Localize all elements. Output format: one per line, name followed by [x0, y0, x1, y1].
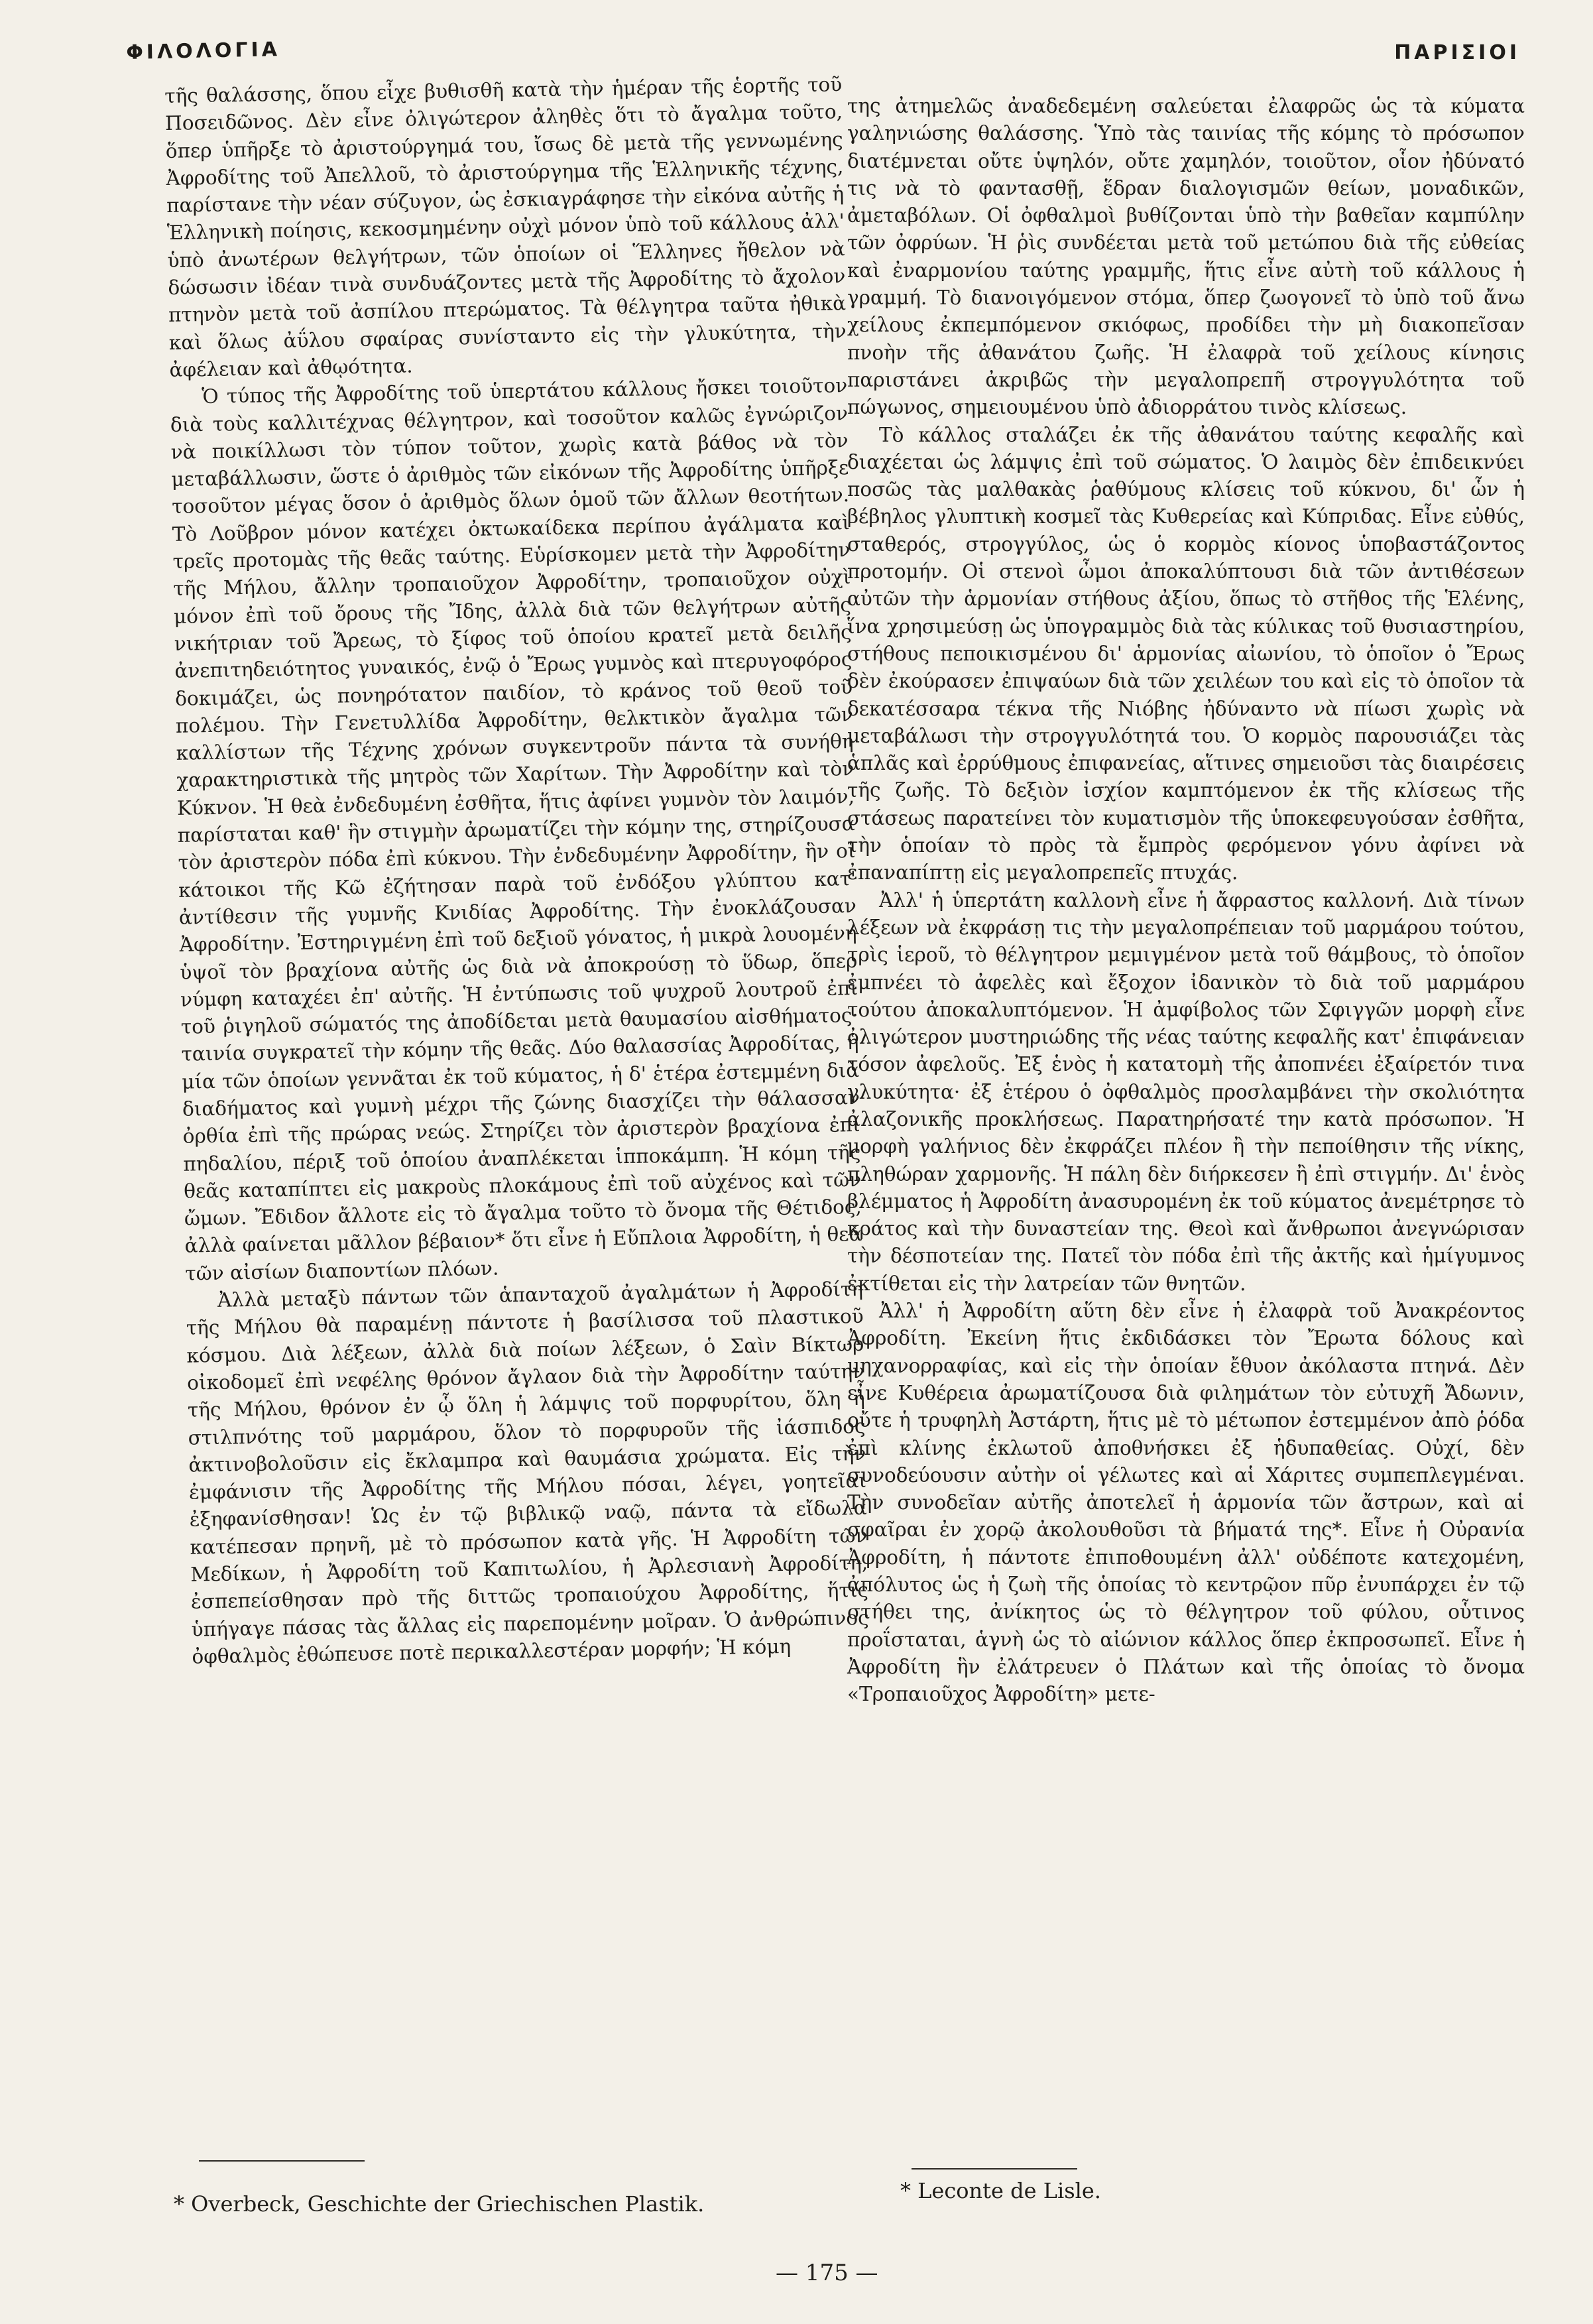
paragraph: της ἀτημελῶς ἀναδεδεμένη σαλεύεται ἐλαφρῶς ὡς τὰ κύματα γαληνιώσης θαλάσσης. Ὑπὸ τὰς ταινίας τῆς κόμης τὸ πρόσωπον διατέμνεται οὔτε ὑψηλόν, οὔτε χαμηλόν, τοιοῦτον, οἷον ἠδύνατό τις νὰ τὸ φαντασθῇ, ἕδραν διαλογισμῶν θείων, μοναδικῶν, ἀμεταβόλων. Οἱ ὀφθαλμοὶ βυθίζονται ὑπὸ τὴν βαθεῖαν καμπύλην τῶν ὀφρύων. Ἡ ῥὶς συνδέεται μετὰ τοῦ μετώπου διὰ τῆς εὐθείας καὶ ἐναρμονίου ταύτης γραμμῆς, ἥτις εἶνε αὐτὴ τοῦ κάλλους ἡ γραμμή. Τὸ διανοιγόμενον στόμα, ὅπερ ζωογονεῖ τὸ ὑπὸ τοῦ ἄνω χείλους ἐκπεμπόμενον σκιόφως, προδίδει τὴν μὴ διακοπεῖσαν πνοὴν τῆς ἀθανάτου ζωῆς. Ἡ ἐλαφρὰ τοῦ χείλους κίνησις παριστάνει ἀκριβῶς τὴν μεγαλοπρεπῆ στρογγυλότητα τοῦ πώγωνος, σημειουμένου ὑπὸ ἀδιορράτου τινὸς κλίσεως. [847, 95, 1525, 419]
paragraph: Ἀλλὰ μεταξὺ πάντων τῶν ἁπανταχοῦ ἀγαλμάτων ἡ Ἀφροδίτη τῆς Μήλου θὰ παραμένῃ πάντοτε ἡ βασίλισσα τοῦ πλαστικοῦ κόσμου. Διὰ λέξεων, ἀλλὰ διὰ ποίων λέξεων, ὁ Σαὶν Βίκτωρ οἰκοδομεῖ ἐπὶ νεφέλης θρόνον ἄγλαον διὰ τὴν Ἀφροδίτην ταύτην τῆς Μήλου, θρόνον ἐν ᾧ ὅλη ἡ λάμψις τοῦ πορφυρίτου, ὅλη ἡ στιλπνότης τοῦ μαρμάρου, ὅλον τὸ πορφυροῦν τῆς ἰάσπιδος ἀκτινοβολοῦσιν εἰς ἔκλαμπρα καὶ θαυμάσια χρώματα. Εἰς τὴν ἐμφάνισιν τῆς Ἀφροδίτης τῆς Μήλου πόσαι, λέγει, γοητεῖαι ἐξηφανίσθησαν! Ὡς ἐν τῷ βιβλικῷ ναῷ, πάντα τὰ εἴδωλα κατέπεσαν πρηνῆ, μὲ τὸ πρόσωπον κατὰ γῆς. Ἡ Ἀφροδίτη τῶν Μεδίκων, ἡ Ἀφροδίτη τοῦ Καπιτωλίου, ἡ Ἀρλεσιανὴ Ἀφροδίτη, ἐσπεπείσθησαν πρὸ τῆς διττῶς τροπαιούχου Ἀφροδίτης, ἥτις ὑπήγαγε πάσας τὰς ἄλλας εἰς παρεπομένην μοῖραν. Ὁ ἀνθρώπινος ὀφθαλμὸς ἐθώπευσε ποτὲ περικαλλεστέραν μορφήν; Ἡ κόμη [186, 1277, 869, 1668]
paragraph: Ὁ τύπος τῆς Ἀφροδίτης τοῦ ὑπερτάτου κάλλους ἤσκει τοιοῦτον διὰ τοὺς καλλιτέχνας θέλγητρον, καὶ τοσοῦτον καλῶς ἐγνώριζον νὰ ποικίλλωσι τὸν τύπον τοῦτον, χωρὶς κατὰ βάθος νὰ τὸν μεταβάλλωσιν, ὥστε ὁ ἀριθμὸς τῶν εἰκόνων τῆς Ἀφροδίτης ὑπῆρξε τοσοῦτον μέγας ὅσον ὁ ἀριθμὸς ὅλων ὁμοῦ τῶν ἄλλων θεοτήτων. Τὸ Λοῦβρον μόνον κατέχει ὀκτωκαίδεκα περίπου ἀγάλματα καὶ τρεῖς προτομὰς τῆς θεᾶς ταύτης. Εὑρίσκομεν μετὰ τὴν Ἀφροδίτην τῆς Μήλου, ἄλλην τροπαιοῦχον Ἀφροδίτην, τροπαιοῦχον οὐχὶ μόνον ἐπὶ τοῦ ὄρους τῆς Ἴδης, ἀλλὰ διὰ τῶν θελγήτρων αὐτῆς νικήτριαν τοῦ Ἄρεως, τὸ ξίφος τοῦ ὁποίου κρατεῖ μετὰ δειλῆς ἀνεπιτηδειότητος γυναικός, ἐνῷ ὁ Ἔρως γυμνὸς καὶ πτερυγοφόρος δοκιμάζει, ὡς πονηρότατον παιδίον, τὸ κράνος τοῦ θεοῦ τοῦ πολέμου. Τὴν Γενετυλλίδα Ἀφροδίτην, θελκτικὸν ἄγαλμα τῶν καλλίστων τῆς Τέχνης χρόνων συγκεντροῦν πάντα τὰ συνήθη χαρακτηριστικὰ τῆς μητρὸς τῶν Χαρίτων. Τὴν Ἀφροδίτην καὶ τὸν Κύκνον. Ἡ θεὰ ἐνδεδυμένη ἐσθῆτα, ἥτις ἀφίνει γυμνὸν τὸν λαιμόν, παρίσταται καθ' ἣν στιγμὴν ἀρωματίζει τὴν κόμην της, στηρίζουσα τὸν ἀριστερὸν πόδα ἐπὶ κύκνου. Τὴν ἐνδεδυμένην Ἀφροδίτην, ἣν οἱ κάτοικοι τῆς Κῶ ἐζήτησαν παρὰ τοῦ ἐνδόξου γλύπτου κατ' ἀντίθεσιν τῆς γυμνῆς Κνιδίας Ἀφροδίτης. Τὴν ἐνοκλάζουσαν Ἀφροδίτην. Ἐστηριγμένη ἐπὶ τοῦ δεξιοῦ γόνατος, ἡ μικρὰ λουομένη ὑψοῖ τὸν βραχίονα αὐτῆς ὡς διὰ νὰ ἀποκρούσῃ τὸ ὕδωρ, ὅπερ νύμφη καταχέει ἐπ' αὐτῆς. Ἡ ἐντύπωσις τοῦ ψυχροῦ λουτροῦ ἐπὶ τοῦ ῥιγηλοῦ σώματός της ἀποδίδεται μετὰ θαυμασίου αἰσθήματος· ταινία συγκρατεῖ τὴν κόμην τῆς θεᾶς. Δύο θαλασσίας Ἀφροδίτας, ἡ μία τῶν ὁποίων γεννᾶται ἐκ τοῦ κύματος, ἡ δ' ἑτέρα ἐστεμμένη διὰ διαδήματος καὶ γυμνὴ μέχρι τῆς ζώνης διασχίζει τὴν θάλασσαν ὀρθία ἐπὶ τῆς πρώρας νεώς. Στηρίζει τὸν ἀριστερὸν βραχίονα ἐπὶ πηδαλίου, πέριξ τοῦ ὁποίου ἀναπλέκεται ἱπποκάμπη. Ἡ κόμη τῆς θεᾶς καταπίπτει εἰς μακροὺς πλοκάμους ἐπὶ τοῦ αὐχένος καὶ τῶν ὤμων. Ἔδιδον ἄλλοτε εἰς τὸ ἄγαλμα τοῦτο τὸ ὄνομα τῆς Θέτιδος, ἀλλὰ φαίνεται μᾶλλον βέβαιον* ὅτι εἶνε ἡ Εὔπλοια Ἀφροδίτη, ἡ θεὰ τῶν αἰσίων διαποντίων πλόων. [170, 374, 862, 1285]
footnote-left: * Overbeck, Geschichte der Griechischen Plastik. [174, 2191, 705, 2217]
paragraph: Ἀλλ' ἡ Ἀφροδίτη αὕτη δὲν εἶνε ἡ ἐλαφρὰ τοῦ Ἀνακρέοντος Ἀφροδίτη. Ἐκείνη ἥτις ἐκδιδάσκει τὸν Ἔρωτα δόλους καὶ μηχανορραφίας, καὶ εἰς τὴν ὁποίαν ἔθυον ἀκόλαστα πτηνά. Δὲν εἶνε Κυθέρεια ἀρωματίζουσα διὰ φιλημάτων τὸν εὐτυχῆ Ἄδωνιν, οὔτε ἡ τρυφηλὴ Ἀστάρτη, ἥτις μὲ τὸ μέτωπον ἐστεμμένον ἀπὸ ῥόδα ἐπὶ κλίνης ἐκλωτοῦ ἀποθνήσκει ἐξ ἡδυπαθείας. Οὐχί, δὲν συνοδεύουσιν αὐτὴν οἱ γέλωτες καὶ αἱ Χάριτες συμπεπλεγμέναι. Τὴν συνοδεῖαν αὐτῆς ἀποτελεῖ ἡ ἁρμονία τῶν ἄστρων, καὶ αἱ σφαῖραι ἐν χορῷ ἀκολουθοῦσι τὰ βήματά της*. Εἶνε ἡ Οὐρανία Ἀφροδίτη, ἡ πάντοτε ἐπιποθουμένη ἀλλ' οὐδέποτε κατεχομένη, ἀπόλυτος ὡς ἡ ζωὴ τῆς ὁποίας τὸ κεντρῷον πῦρ ἐνυπάρχει ἐν τῷ στήθει της, ἀνίκητος ὡς τὸ θέλγητρον τοῦ φύλου, οὗτινος προΐσταται, ἁγνὴ ὡς τὸ αἰώνιον κάλλος ὅπερ ἐκπροσωπεῖ. Εἶνε ἡ Ἀφροδίτη ἣν ἐλάτρευεν ὁ Πλάτων καὶ τῆς ὁποίας τὸ ὄνομα «Τροπαιοῦχος Ἀφροδίτη» μετε- [847, 1300, 1525, 1706]
running-head-right: ΠΑΡΙΣΙΟΙ [1394, 41, 1520, 64]
running-head-left: ΦΙΛΟΛΟΓΙΑ [126, 38, 281, 64]
footnote-right: * Leconte de Lisle. [900, 2178, 1101, 2203]
right-text-column [847, 93, 1525, 1709]
footnote-divider-left [199, 2160, 365, 2162]
page-number: — 175 — [776, 2260, 878, 2286]
paragraph: τῆς θαλάσσης, ὅπου εἶχε βυθισθῆ κατὰ τὴν ἡμέραν τῆς ἑορτῆς τοῦ Ποσειδῶνος. Δὲν εἶνε ὀλιγώτερον ἀληθὲς ὅτι τὸ ἄγαλμα τοῦτο, ὅπερ ὑπῆρξε τὸ ἀριστούργημά του, ἴσως δὲ μετὰ τῆς γεννωμένης Ἀφροδίτης τοῦ Ἀπελλοῦ, τὸ ἀριστούργημα τῆς Ἑλληνικῆς τέχνης, παρίστανε τὴν νέαν σύζυγον, ὡς ἐσκιαγράφησε τὴν εἰκόνα αὐτῆς ἡ Ἑλληνικὴ ποίησις, κεκοσμημένην οὐχὶ μόνον ὑπὸ τοῦ κάλλους ἀλλ' ὑπὸ ἀνωτέρων θελγήτρων, τῶν ὁποίων οἱ Ἕλληνες ἤθελον νὰ δώσωσιν ἰδέαν τινὰ συνδυάζοντες μετὰ τῆς Ἀφροδίτης τὸ ἄχολον πτηνὸν μετὰ τοῦ ἀσπίλου πτερώματος. Τὰ θέλγητρα ταῦτα ἠθικὰ καὶ ὅλως ἀΰλου σφαίρας συνίσταντο εἰς τὴν γλυκύτητα, τὴν ἀφέλειαν καὶ ἀθῳότητα. [164, 73, 847, 381]
left-text-column [164, 71, 870, 1671]
paragraph: Ἀλλ' ἡ ὑπερτάτη καλλονὴ εἶνε ἡ ἄφραστος καλλονή. Διὰ τίνων λέξεων νὰ ἐκφράσῃ τις τὴν μεγαλοπρέπειαν τοῦ μαρμάρου τούτου, τρὶς ἱεροῦ, τὸ θέλγητρον μεμιγμένον μετὰ τοῦ θάμβους, τὸ ὁποῖον ἐμπνέει τὸ ἀφελὲς καὶ ἔξοχον ἰδανικὸν τὸ διὰ τοῦ μαρμάρου τούτου ἀποκαλυπτόμενον. Ἡ ἀμφίβολος τῶν Σφιγγῶν μορφὴ εἶνε ὀλιγώτερον μυστηριώδης τῆς νέας ταύτης κεφαλῆς κατ' ἐπιφάνειαν τόσον ἀφελοῦς. Ἐξ ἑνὸς ἡ κατατομὴ τῆς ἀποπνέει ἐξαίρετόν τινα γλυκύτητα· ἐξ ἑτέρου ὁ ὀφθαλμὸς προσλαμβάνει τὴν σκολιότητα ἀλαζονικῆς προκλήσεως. Παρατηρήσατέ την κατὰ πρόσωπον. Ἡ μορφὴ γαλήνιος δὲν ἐκφράζει πλέον ἢ τὴν πεποίθησιν τῆς νίκης, πληθώραν χαρμονῆς. Ἡ πάλη δὲν διήρκεσεν ἢ ἐπὶ στιγμήν. Δι' ἑνὸς βλέμματος ἡ Ἀφροδίτη ἀνασυρομένη ἐκ τοῦ κύματος ἀνεμέτρησε τὸ κράτος καὶ τὴν δυναστείαν της. Θεοὶ καὶ ἄνθρωποι ἀνεγνώρισαν τὴν δέσποτείαν της. Πατεῖ τὸν πόδα ἐπὶ τῆς ἀκτῆς καὶ ἡμίγυμνος ἐκτίθεται εἰς τὴν λατρείαν τῶν θνητῶν. [847, 888, 1525, 1295]
paragraph: Τὸ κάλλος σταλάζει ἐκ τῆς ἀθανάτου ταύτης κεφαλῆς καὶ διαχέεται ὡς λάμψις ἐπὶ τοῦ σώματος. Ὁ λαιμὸς δὲν ἐπιδεικνύει ποσῶς τὰς μαλθακὰς ῥαθύμους κλίσεις τοῦ κύκνου, δι' ὧν ἡ βέβηλος γλυπτικὴ κοσμεῖ τὰς Κυθερείας καὶ Κύπριδας. Εἶνε εὐθύς, σταθερός, στρογγύλος, ὡς ὁ κορμὸς κίονος ὑποβαστάζοντος προτομήν. Οἱ στενοὶ ὦμοι ἀποκαλύπτουσι διὰ τῶν ἀντιθέσεων αὐτῶν τὴν ἁρμονίαν στήθους ἀξίου, ὅπως τὸ στῆθος τῆς Ἑλένης, ἵνα χρησιμεύσῃ ὡς ὑπογραμμὸς διὰ τὰς κύλικας τοῦ θυσιαστηρίου, στήθους πεποικισμένου δι' ἁρμονίας αἰωνίου, τὸ ὁποῖον ὁ Ἔρως δὲν ἐκούρασεν ἐπιψαύων διὰ τῶν χειλέων του καὶ εἰς τὸ ὁποῖον τὰ δεκατέσσαρα τέκνα τῆς Νιόβης ἠδύναντο νὰ πίωσι χωρὶς νὰ μεταβάλωσι τὴν στρογγυλότητά του. Ὁ κορμὸς παρουσιάζει τὰς ἁπλᾶς καὶ ἐρρύθμους ἐπιφανείας, αἵτινες σημειοῦσι τὰς διαιρέσεις τῆς ζωῆς. Τὸ δεξιὸν ἰσχίον καμπτόμενον ἐκ τῆς κλίσεως τῆς στάσεως παρατείνει τὸν κυματισμὸν τῆς ὑποκεφευγούσαν ἐσθῆτα, τὴν ὁποίαν τὸ πρὸς τὰ ἔμπρὸς φερόμενον γόνυ ἀφίνει νὰ ἐπαναπίπτῃ εἰς μεγαλοπρεπεῖς πτυχάς. [847, 423, 1525, 885]
footnote-divider-right [912, 2168, 1077, 2170]
